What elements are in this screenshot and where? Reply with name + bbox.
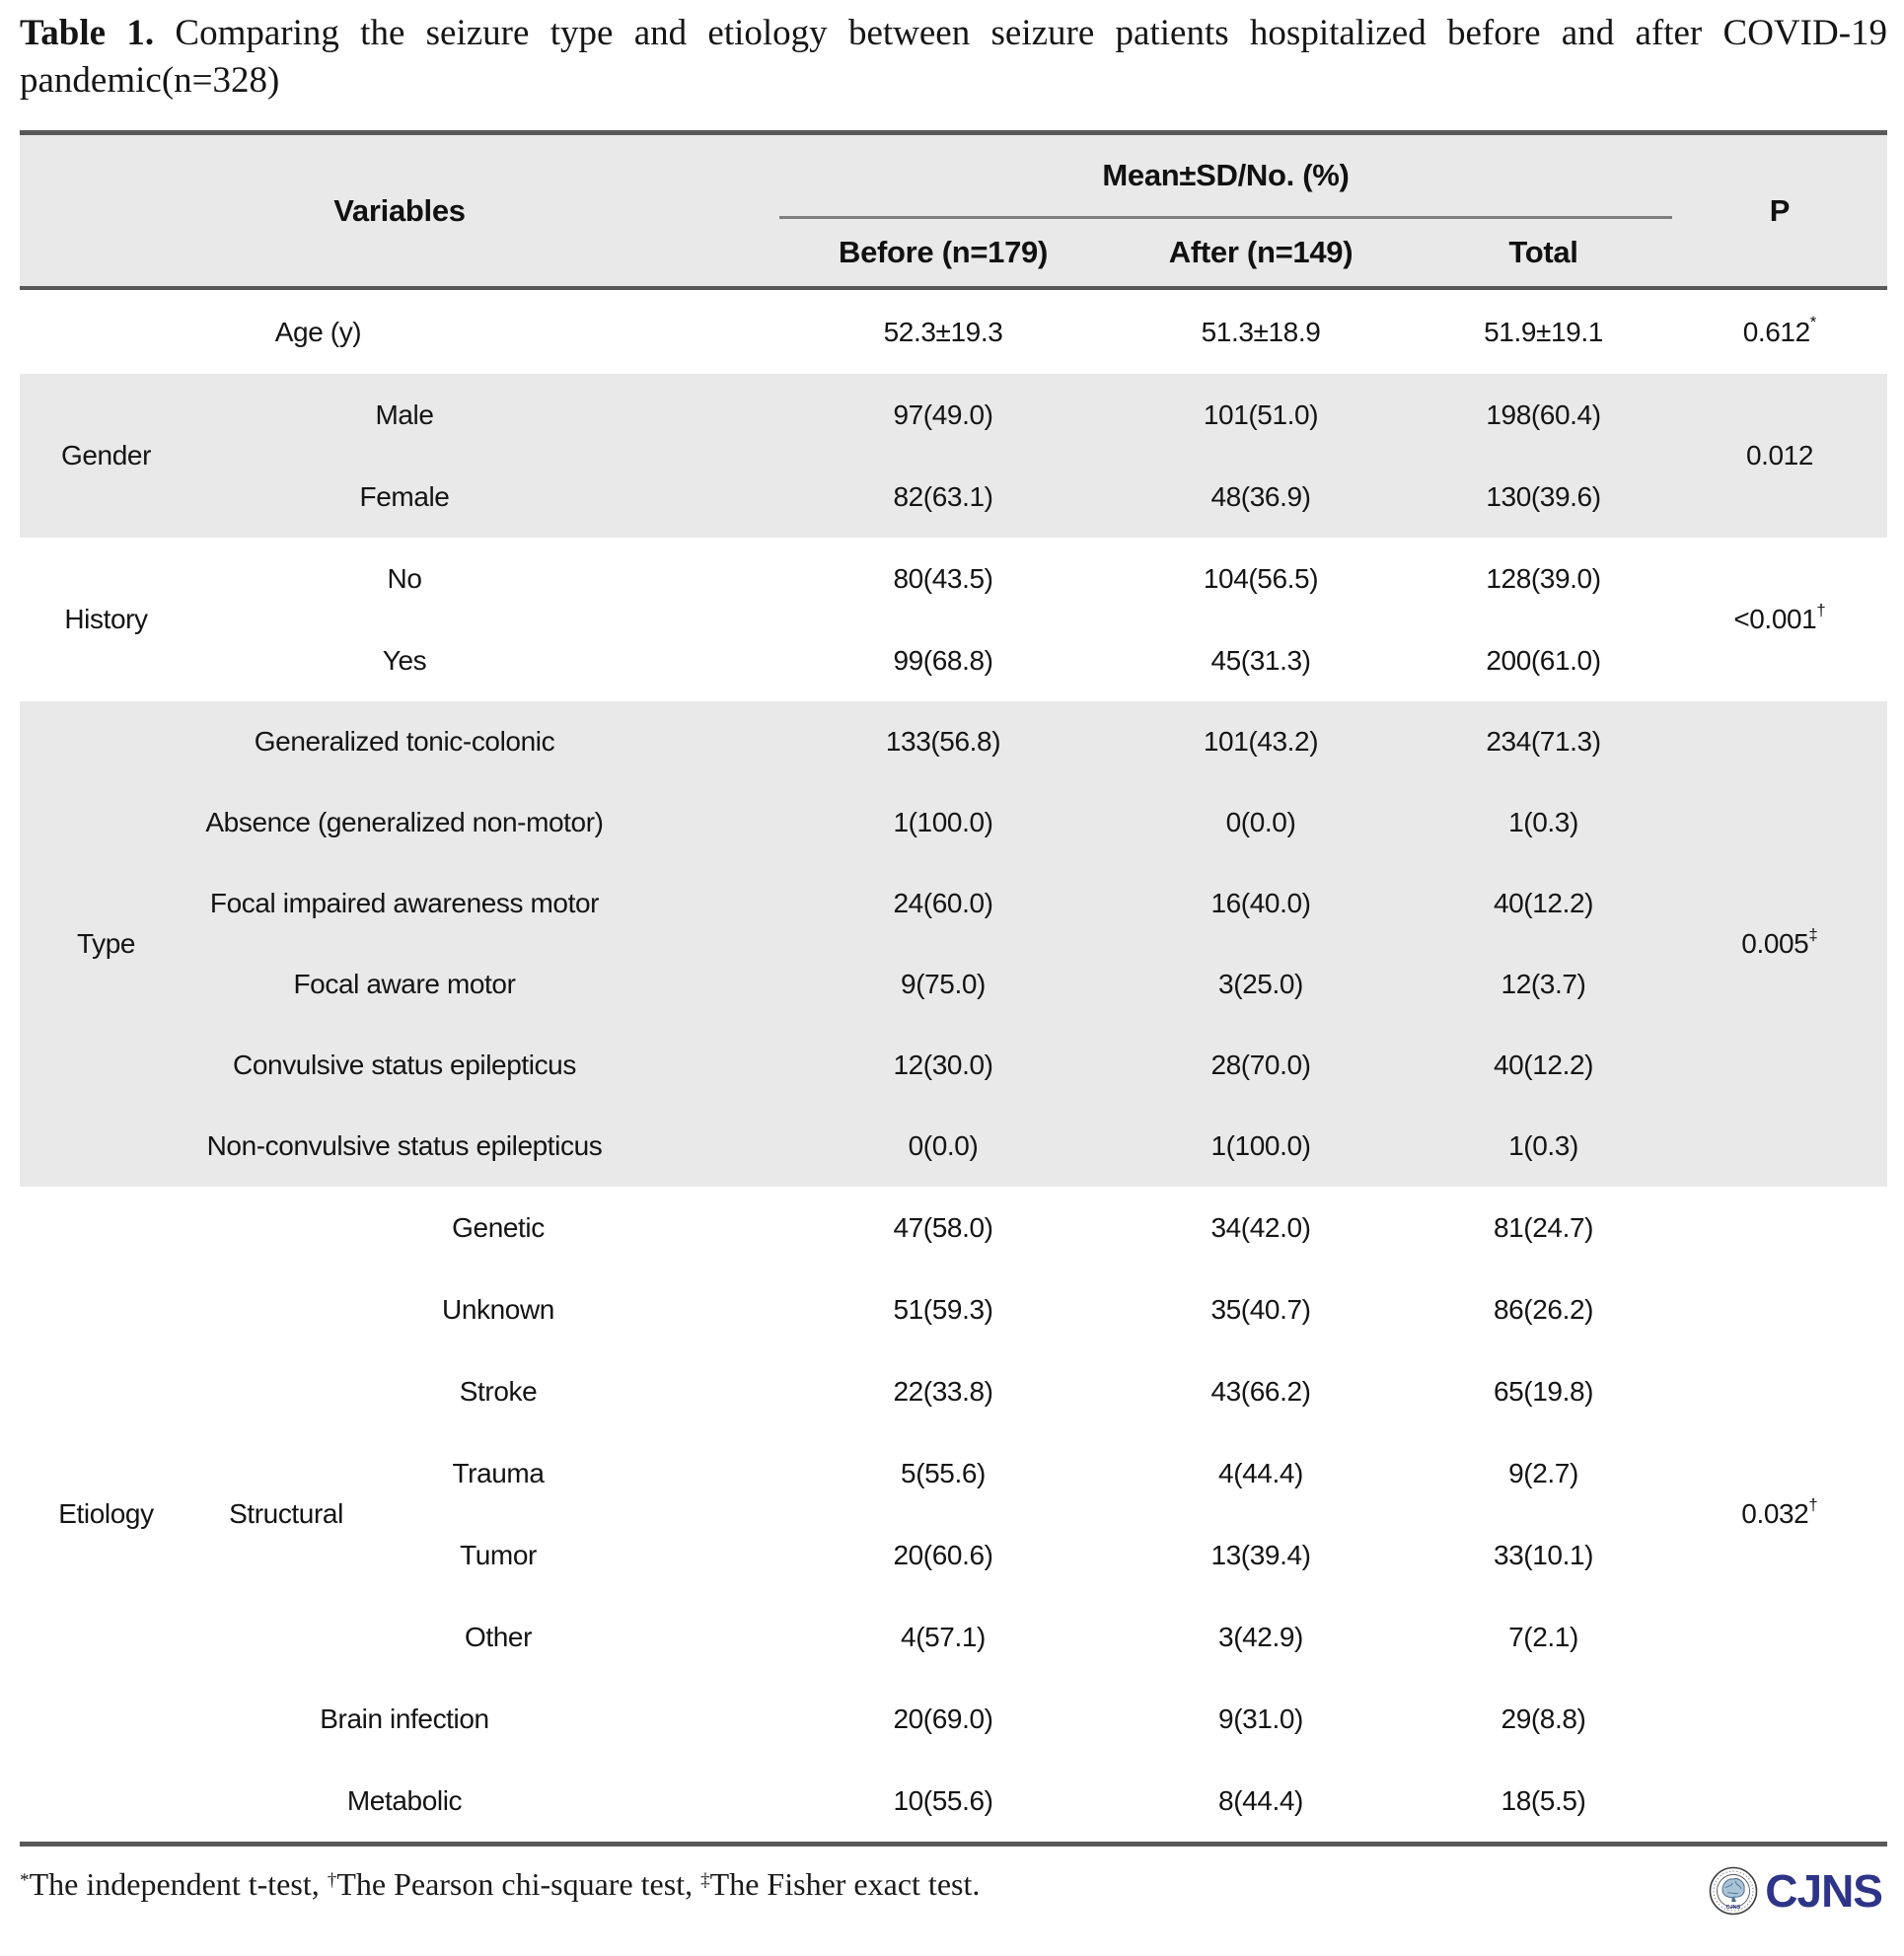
cell-after: 28(70.0) (1210, 1050, 1311, 1080)
item-label: Other (464, 1621, 533, 1652)
item-label: Focal aware motor (293, 969, 516, 999)
item-label: Absence (generalized non-motor) (205, 807, 604, 837)
cell-before: 20(60.6) (893, 1539, 993, 1570)
cell-after: 101(51.0) (1203, 398, 1319, 430)
cell-before: 52.3±19.3 (883, 316, 1003, 347)
cell-after: 8(44.4) (1218, 1784, 1303, 1816)
cell-before: 47(58.0) (893, 1211, 993, 1243)
p-column-header: P (1769, 192, 1791, 228)
group-label: Etiology (58, 1498, 154, 1529)
item-label: Male (375, 398, 434, 430)
cell-total: 1(0.3) (1508, 807, 1578, 837)
item-label: Brain infection (320, 1702, 489, 1734)
cell-total: 86(26.2) (1493, 1293, 1594, 1325)
item-label: Female (359, 480, 450, 512)
cell-total: 18(5.5) (1501, 1784, 1586, 1816)
item-label: Trauma (452, 1457, 545, 1488)
svg-text:CJNS: CJNS (1725, 1905, 1741, 1911)
cell-total: 234(71.3) (1486, 726, 1601, 757)
cell-after: 35(40.7) (1210, 1293, 1311, 1325)
item-label: Metabolic (346, 1784, 463, 1816)
cell-after: 43(66.2) (1210, 1375, 1311, 1407)
cell-before: 1(100.0) (893, 807, 993, 837)
item-label: Genetic (452, 1211, 545, 1243)
sub-label: Structural (229, 1498, 343, 1529)
cell-after: 48(36.9) (1210, 480, 1311, 512)
cell-after: 4(44.4) (1218, 1457, 1303, 1488)
cell-total: 1(0.3) (1508, 1130, 1578, 1161)
cell-total: 7(2.1) (1508, 1621, 1578, 1652)
cell-before: 24(60.0) (893, 888, 993, 918)
data-table (20, 130, 1887, 1847)
cell-before: 22(33.8) (893, 1375, 993, 1407)
table-header (20, 135, 1887, 290)
cjns-logo-text: CJNS (1765, 1865, 1882, 1917)
p-value: <0.001 † (1733, 600, 1826, 634)
cell-before: 5(55.6) (901, 1457, 986, 1488)
item-label: Convulsive status epilepticus (233, 1050, 576, 1080)
item-label: Non-convulsive status epilepticus (206, 1130, 603, 1161)
item-label: Focal impaired awareness motor (209, 888, 600, 918)
cell-before: 0(0.0) (908, 1130, 979, 1161)
p-value-test-marker: ‡ (1808, 924, 1818, 944)
footnote-ttest-text: The independent t-test, (29, 1866, 328, 1902)
cell-total: 12(3.7) (1501, 969, 1586, 999)
table-title (20, 10, 1887, 105)
p-value: 0.032 † (1741, 1494, 1818, 1529)
table-title-line1 (20, 10, 1887, 57)
group-label: History (64, 604, 148, 634)
item-label: Stroke (459, 1375, 538, 1407)
cell-after: 3(25.0) (1218, 969, 1303, 999)
cell-after: 101(43.2) (1203, 726, 1319, 757)
section-age (20, 290, 1887, 374)
p-value-test-marker: † (1808, 1494, 1818, 1514)
cell-after: 9(31.0) (1218, 1702, 1303, 1734)
cell-total: 40(12.2) (1493, 888, 1594, 918)
cell-after: 34(42.0) (1210, 1211, 1311, 1243)
table-number-label: Table 1. (20, 13, 155, 53)
cell-total: 40(12.2) (1493, 1050, 1594, 1080)
cell-after: 104(56.5) (1203, 562, 1319, 594)
cell-after: 0(0.0) (1225, 807, 1296, 837)
footnote-chisquare-text: The Pearson chi-square test, (336, 1866, 701, 1902)
cell-total: 33(10.1) (1493, 1539, 1594, 1570)
cell-total: 51.9±19.1 (1484, 316, 1603, 347)
section-gender (20, 374, 1887, 538)
p-value-test-marker: † (1816, 600, 1826, 619)
footnote-asterisk-marker: * (20, 1870, 30, 1892)
footnote-dagger-marker: † (327, 1870, 337, 1892)
cell-before: 4(57.1) (901, 1621, 986, 1652)
table-title-text: Comparing the seizure type and etiology between seizure patients hospitalized before and after COVID-19 (175, 13, 1888, 53)
cell-total: 29(8.8) (1501, 1702, 1586, 1734)
item-label: No (387, 562, 422, 594)
cell-total: 128(39.0) (1486, 562, 1601, 594)
cell-total: 81(24.7) (1493, 1211, 1594, 1243)
cell-total: 198(60.4) (1486, 398, 1601, 430)
cell-after: 51.3±18.9 (1201, 316, 1321, 347)
cell-before: 133(56.8) (885, 726, 1001, 757)
item-label: Unknown (442, 1293, 554, 1325)
before-column-header: Before (n=179) (838, 235, 1048, 269)
journal-logo (1709, 1864, 1882, 1918)
group-label: Gender (61, 440, 151, 471)
table-body (20, 290, 1887, 1842)
cell-after: 45(31.3) (1210, 644, 1311, 676)
variables-column-header: Variables (333, 192, 466, 228)
p-value: 0.012 (1745, 440, 1814, 471)
cell-total: 65(19.8) (1493, 1375, 1594, 1407)
item-label: Tumor (460, 1539, 537, 1570)
cell-before: 82(63.1) (893, 480, 993, 512)
cell-after: 1(100.0) (1210, 1130, 1311, 1161)
section-etiology (20, 1187, 1887, 1842)
cell-before: 10(55.6) (893, 1784, 993, 1816)
total-column-header: Total (1508, 235, 1578, 269)
cjns-seal-icon (1709, 1866, 1758, 1916)
section-history (20, 538, 1887, 701)
footnote (20, 1866, 1884, 1903)
cell-before: 9(75.0) (901, 969, 986, 999)
p-value: 0.005 ‡ (1741, 924, 1818, 959)
cell-before: 99(68.8) (893, 644, 993, 676)
cell-total: 130(39.6) (1486, 480, 1601, 512)
section-type (20, 701, 1887, 1187)
cell-before: 97(49.0) (893, 398, 993, 430)
p-value-test-marker: * (1809, 313, 1817, 332)
footnote-fisher-text: The Fisher exact test. (709, 1866, 981, 1902)
item-label: Generalized tonic-colonic (254, 726, 555, 757)
cell-total: 200(61.0) (1486, 644, 1601, 676)
item-label: Age (y) (274, 316, 362, 347)
p-value: 0.612 * (1742, 313, 1817, 347)
cell-before: 12(30.0) (893, 1050, 993, 1080)
table-title-line2: pandemic(n=328) (20, 60, 280, 101)
footnote-double-dagger-marker: ‡ (700, 1870, 710, 1892)
cell-before: 51(59.3) (893, 1293, 993, 1325)
cell-after: 16(40.0) (1210, 888, 1311, 918)
cell-before: 80(43.5) (893, 562, 993, 594)
cell-after: 3(42.9) (1218, 1621, 1303, 1652)
mean-sd-group-header: Mean±SD/No. (%) (779, 135, 1672, 219)
cell-before: 20(69.0) (893, 1702, 993, 1734)
cell-total: 9(2.7) (1508, 1457, 1578, 1488)
item-label: Yes (382, 644, 427, 676)
cell-after: 13(39.4) (1210, 1539, 1311, 1570)
after-column-header: After (n=149) (1168, 235, 1354, 269)
group-label: Type (76, 928, 136, 959)
